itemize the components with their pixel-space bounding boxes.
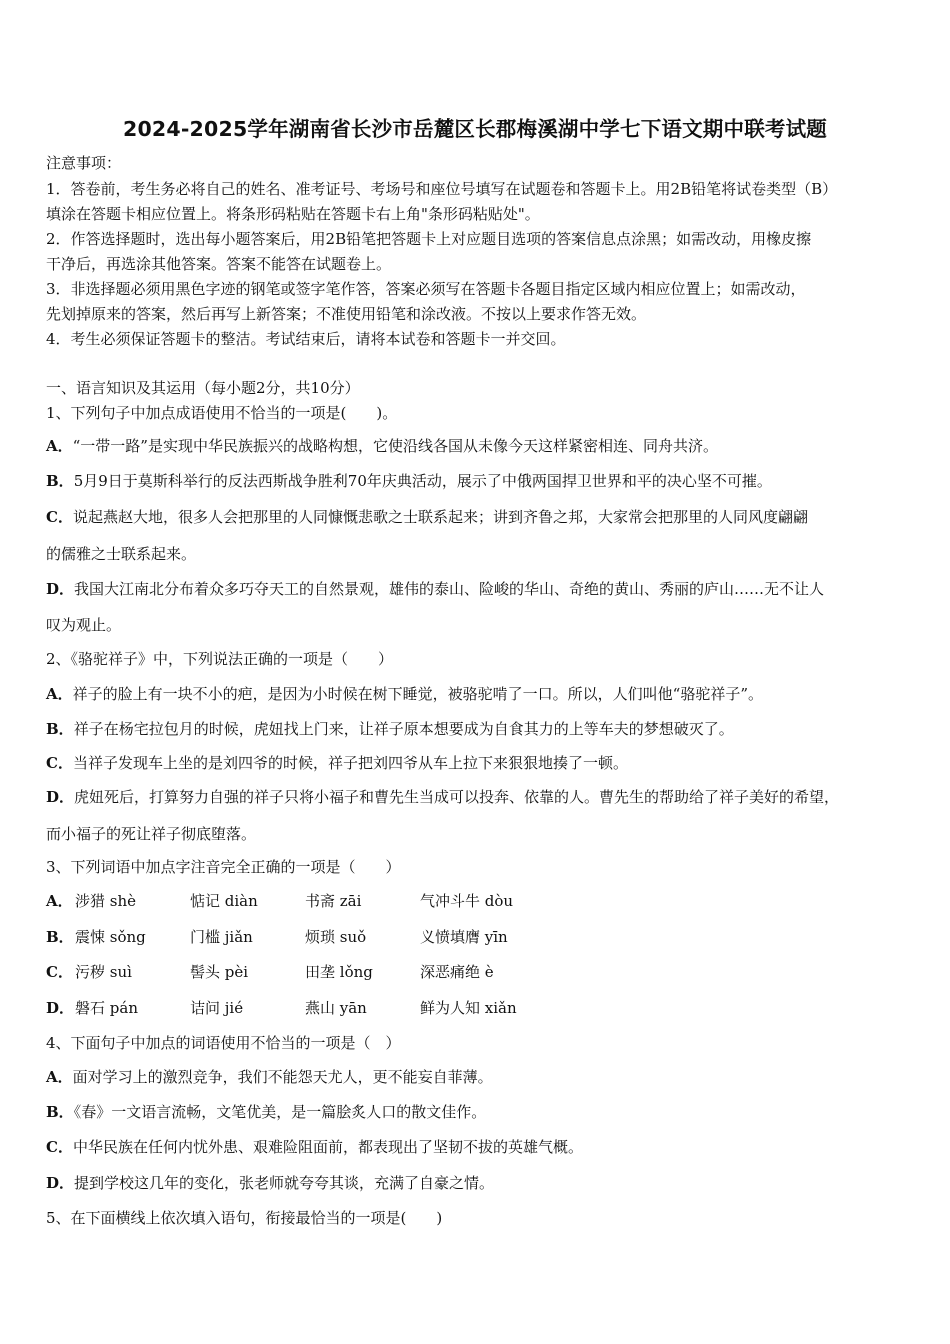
- option-label: A．: [46, 437, 73, 455]
- question-1-stem: 1、下列句子中加点成语使用不恰当的一项是( )。: [46, 404, 398, 422]
- option-text: 面对学习上的激烈竞争，我们不能怨天尤人，更不能妄自菲薄。: [72, 1068, 493, 1086]
- notice-item-4: 4．考生必须保证答题卡的整洁。考试结束后，请将本试卷和答题卡一并交回。: [46, 330, 566, 348]
- question-3-option-a: [46, 890, 916, 911]
- word-item: 义愤填膺 yīn: [420, 928, 508, 946]
- notice-item-3b: 先划掉原来的答案，然后再写上新答案；不准使用铅笔和涂改液。不按以上要求作答无效。: [46, 305, 647, 323]
- option-label: B．: [46, 928, 74, 946]
- page-title: 2024-2025学年湖南省长沙市岳麓区长郡梅溪湖中学七下语文期中联考试题: [122, 117, 828, 141]
- option-label: B．: [46, 720, 74, 738]
- question-4-option-c: [46, 1136, 916, 1157]
- question-1-option-b: [46, 470, 916, 491]
- option-label: D．: [46, 1174, 75, 1192]
- option-text: 当祥子发现车上坐的是刘四爷的时候，祥子把刘四爷从车上拉下来狠狠地揍了一顿。: [72, 754, 628, 772]
- question-4-stem: 4、下面句子中加点的词语使用不恰当的一项是（ ）: [46, 1034, 401, 1052]
- question-3-option-b: [46, 926, 916, 947]
- word-item: 震悚 sǒng: [75, 928, 146, 946]
- word-item: 诘问 jié: [190, 999, 244, 1017]
- option-label: A．: [46, 1068, 73, 1086]
- word-item: 惦记 diàn: [190, 892, 258, 910]
- word-item: 鲜为人知 xiǎn: [420, 999, 517, 1017]
- word-item: 深恶痛绝 è: [420, 963, 494, 981]
- question-2-option-c: [46, 752, 916, 773]
- option-label: C．: [46, 508, 73, 526]
- notice-item-1a: 1．答卷前，考生务必将自己的姓名、准考证号、考场号和座位号填写在试题卷和答题卡上。用2B铅笔将试卷类型（B）: [46, 180, 838, 198]
- question-1-option-d: [46, 578, 916, 599]
- question-2-option-a: [46, 683, 916, 704]
- question-1-option-c-cont: 的儒雅之士联系起来。: [46, 545, 197, 563]
- word-item: 田垄 lǒng: [305, 963, 373, 981]
- notice-item-2b: 干净后，再选涂其他答案。答案不能答在试题卷上。: [46, 255, 392, 273]
- option-text: “一带一路”是实现中华民族振兴的战略构想，它使沿线各国从未像今天这样紧密相连、同舟共济。: [72, 437, 718, 455]
- question-4-option-d: [46, 1172, 916, 1193]
- question-4-option-b: [46, 1101, 916, 1122]
- question-3-option-d: [46, 997, 916, 1018]
- notice-heading: 注意事项：: [46, 154, 122, 172]
- option-text: 提到学校这几年的变化，张老师就夸夸其谈，充满了自豪之情。: [74, 1174, 495, 1192]
- question-2-option-b: [46, 718, 916, 739]
- word-item: 气冲斗牛 dòu: [420, 892, 514, 910]
- word-item: 污秽 suì: [75, 963, 132, 981]
- option-text: 虎妞死后，打算努力自强的祥子只将小福子和曹先生当成可以投奔、依靠的人。曹先生的帮助给了祥子美好的希望，: [74, 788, 840, 806]
- question-3-option-c: [46, 961, 916, 982]
- word-item: 磐石 pán: [75, 999, 138, 1017]
- option-text: 祥子的脸上有一块不小的疤，是因为小时候在树下睡觉，被骆驼啃了一口。所以，人们叫他“骆驼祥子”。: [72, 685, 763, 703]
- option-text: 我国大江南北分布着众多巧夺天工的自然景观，雄伟的泰山、险峻的华山、奇绝的黄山、秀丽的庐山……无不让人: [74, 580, 825, 598]
- option-label: D．: [46, 788, 75, 806]
- word-item: 涉猎 shè: [75, 892, 137, 910]
- question-5-stem: 5、在下面横线上依次填入语句，衔接最恰当的一项是( ): [46, 1209, 443, 1227]
- option-label: C．: [46, 963, 73, 981]
- notice-item-2a: 2．作答选择题时，选出每小题答案后，用2B铅笔把答题卡上对应题目选项的答案信息点涂黑；如需改动，用橡皮擦: [46, 230, 812, 248]
- option-label: A．: [46, 892, 73, 910]
- question-1-option-a: [46, 435, 916, 456]
- question-1-option-c: [46, 506, 916, 527]
- word-item: 书斋 zāi: [305, 892, 362, 910]
- question-4-option-a: [46, 1066, 916, 1087]
- question-2-option-d-cont: 而小福子的死让祥子彻底堕落。: [46, 825, 257, 843]
- option-text: 中华民族在任何内忧外患、艰难险阻面前，都表现出了坚韧不拔的英雄气概。: [72, 1138, 583, 1156]
- option-label: A．: [46, 685, 73, 703]
- word-item: 髻头 pèi: [190, 963, 249, 981]
- option-label: B．: [46, 472, 74, 490]
- option-label: D．: [46, 999, 75, 1017]
- word-item: 烦琐 suǒ: [305, 928, 367, 946]
- option-text: 说起燕赵大地，很多人会把那里的人同慷慨悲歌之士联系起来；讲到齐鲁之邦，大家常会把那里的人同风度翩翩: [72, 508, 808, 526]
- question-3-stem: 3、下列词语中加点字注音完全正确的一项是（ ）: [46, 858, 401, 876]
- question-1-option-d-cont: 叹为观止。: [46, 616, 122, 634]
- option-label: B．: [46, 1103, 74, 1121]
- word-item: 燕山 yān: [305, 999, 367, 1017]
- notice-item-3a: 3．非选择题必须用黑色字迹的钢笔或签字笔作答，答案必须写在答题卡各题目指定区域内相应位置上；如需改动，: [46, 280, 806, 298]
- option-text: 祥子在杨宅拉包月的时候，虎妞找上门来，让祥子原本想要成为自食其力的上等车夫的梦想破灭了。: [73, 720, 734, 738]
- question-2-option-d: [46, 786, 916, 807]
- notice-item-1b: 填涂在答题卡相应位置上。将条形码粘贴在答题卡右上角"条形码粘贴处"。: [46, 205, 540, 223]
- word-item: 门槛 jiǎn: [190, 928, 253, 946]
- option-label: C．: [46, 754, 73, 772]
- question-2-stem: 2、《骆驼祥子》中，下列说法正确的一项是（ ）: [46, 650, 394, 668]
- option-text: 《春》一文语言流畅，文笔优美，是一篇脍炙人口的散文佳作。: [73, 1103, 487, 1121]
- option-text: 5月9日于莫斯科举行的反法西斯战争胜利70年庆典活动，展示了中俄两国捍卫世界和平的决心坚不可摧。: [73, 472, 772, 490]
- option-label: C．: [46, 1138, 73, 1156]
- section-heading: 一、语言知识及其运用（每小题2分，共10分）: [46, 379, 360, 397]
- option-label: D．: [46, 580, 75, 598]
